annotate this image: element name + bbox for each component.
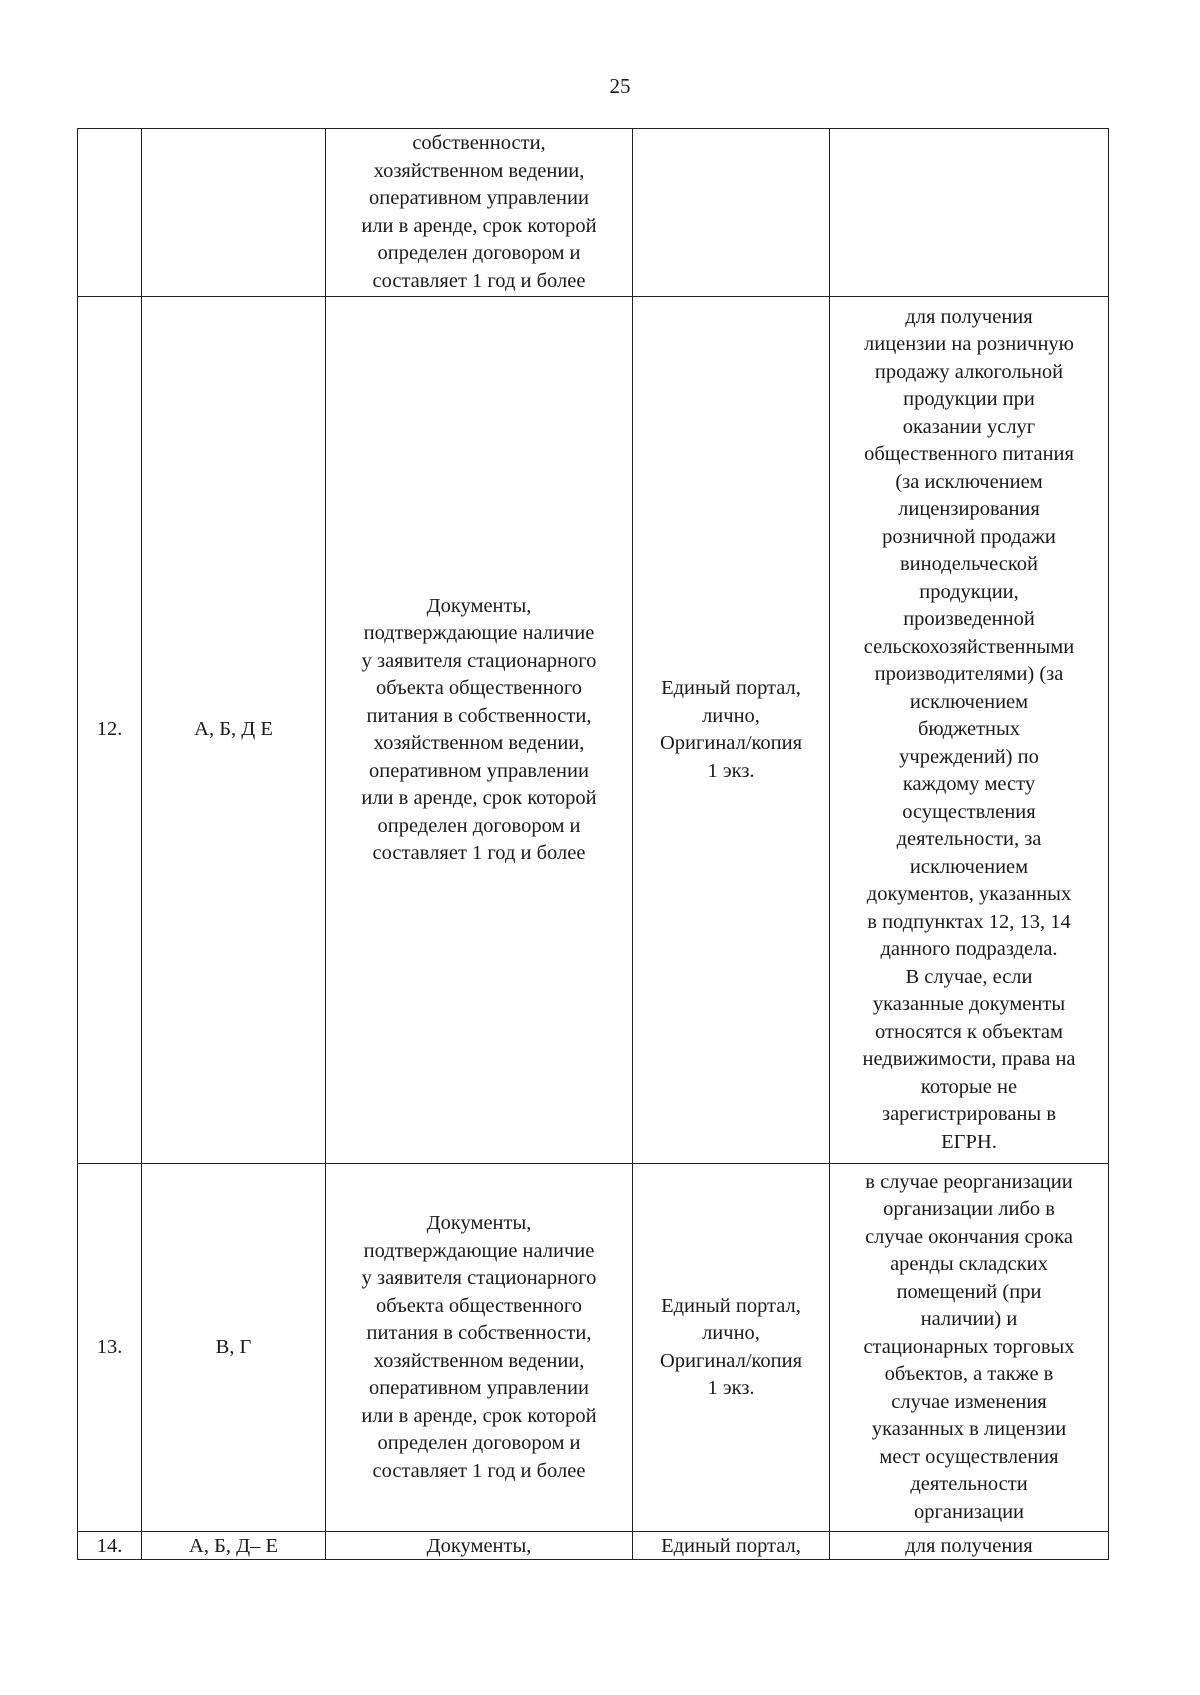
submission-method-cell [633,129,830,297]
submission-method-cell [633,1532,830,1560]
submission-method: Единый портал, лично, Оригинал/копия 1 экз. [659,1294,803,1399]
document-text: Документы, подтверждающие наличие у заявителя стационарного объекта общественного питания в собственности, хозяйственном ведении, оперативном управлении или в аренде, срок которой определен договором и составляет 1 год и более [361,594,597,864]
applicant-groups: А, Б, Д– Е [189,1534,278,1557]
note-text: для получения лицензии на розничную продажу алкогольной продукции при оказании услуг общественного питания (за исключением лицензирования розничной продажи винодельческой продукции, произведенной сельскохозяйственными производителями) (за исключением бюджетных учреждений) по каждому месту осуществления деятельности, за исключением документов, указанных в подпунктах 12, 13, 14 данного подраздела. В случае, если указанные документы относятся к объектам недвижимости, права на которые не зарегистрированы в ЕГРН. [862,305,1076,1153]
submission-method-cell [633,297,830,1164]
document-text: собственности, хозяйственном ведении, оперативном управлении или в аренде, срок которой определен договором и составляет 1 год и более [361,132,597,292]
applicant-groups: А, Б, Д Е [194,718,273,741]
row-number-cell [78,1164,142,1532]
note-cell [830,1164,1109,1532]
table-row [78,129,1109,297]
document-cell [326,297,633,1164]
submission-method-cell [633,1164,830,1532]
note-cell [830,1532,1109,1560]
submission-method: Единый портал, [661,1534,801,1557]
document-text: Документы, подтверждающие наличие у заявителя стационарного объекта общественного питания в собственности, хозяйственном ведении, оперативном управлении или в аренде, срок которой определен договором и составляет 1 год и более [361,1212,597,1482]
applicant-groups-cell [142,1532,326,1560]
row-number: 13. [96,1335,123,1358]
table-row [78,1164,1109,1532]
page-number: 25 [609,74,631,98]
table-row [78,297,1109,1164]
document-cell [326,1164,633,1532]
applicant-groups-cell [142,297,326,1164]
row-number: 12. [96,718,123,741]
note-text: для получения [905,1534,1033,1557]
document-cell [326,129,633,297]
row-number-cell [78,129,142,297]
note-cell [830,297,1109,1164]
table-row [78,1532,1109,1560]
applicant-groups-cell [142,1164,326,1532]
note-text: в случае реорганизации организации либо в случае окончания срока аренды складских помещений (при наличии) и стационарных торговых объектов, а также в случае изменения указанных в лицензии мест осуществления деятельности организации [863,1170,1075,1523]
applicant-groups: В, Г [215,1335,252,1358]
row-number: 14. [96,1534,123,1557]
note-cell [830,129,1109,297]
document-text: Документы, [426,1534,532,1557]
row-number-cell [78,1532,142,1560]
submission-method: Единый портал, лично, Оригинал/копия 1 экз. [659,677,803,782]
requirements-table [77,128,1109,1560]
document-cell [326,1532,633,1560]
applicant-groups-cell [142,129,326,297]
row-number-cell [78,297,142,1164]
